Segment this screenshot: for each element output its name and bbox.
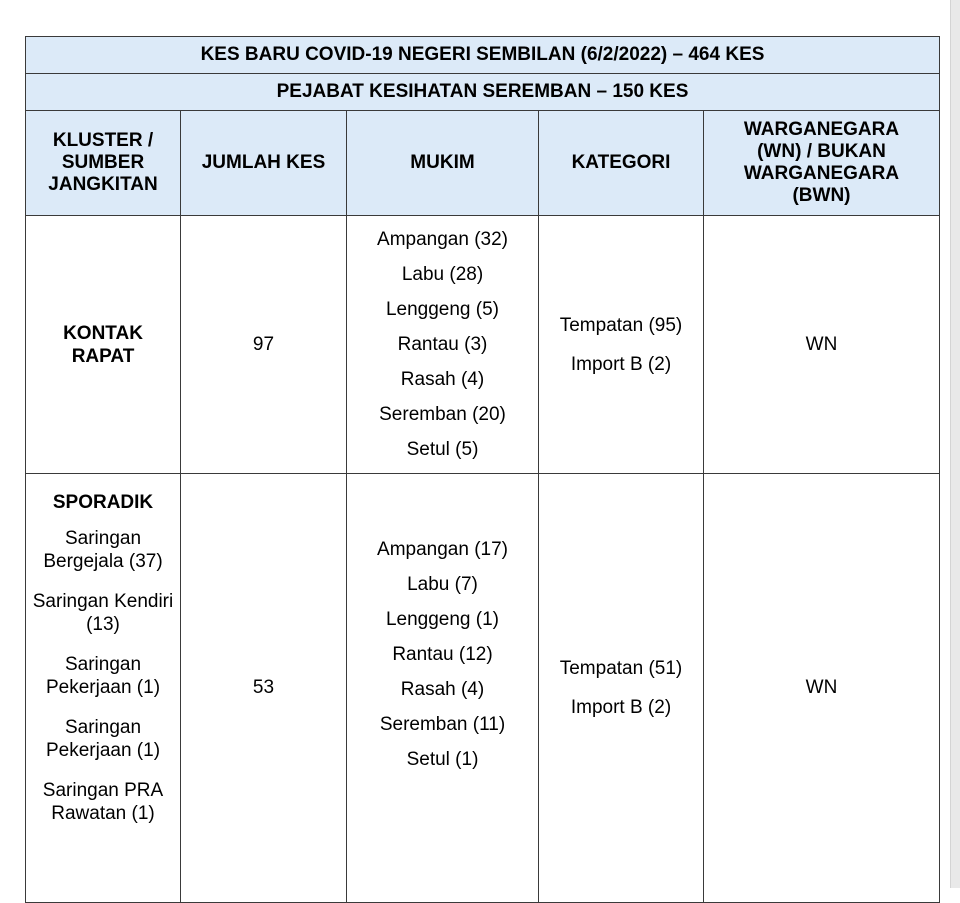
header-warganegara-line4: (BWN) [792, 185, 851, 206]
screening-item: Saringan Bergejala (37) [43, 528, 163, 572]
kluster-label-line2: RAPAT [71, 345, 135, 367]
subtitle-row [26, 74, 940, 111]
mukim-item: Lenggeng (1) [385, 609, 500, 630]
mukim-item: Labu (7) [407, 574, 478, 595]
mukim-item: Seremban (11) [379, 714, 506, 735]
column-header-row [26, 111, 940, 216]
mukim-item: Lenggeng (5) [385, 299, 500, 320]
header-kluster-text [26, 130, 180, 196]
cell-mukim [347, 474, 539, 903]
screening-item: Saringan Pekerjaan (1) [45, 654, 161, 698]
header-kluster [26, 111, 181, 216]
mukim-item: Labu (28) [401, 264, 484, 285]
kategori-list [539, 306, 703, 384]
header-warganegara-line2: (WN) / BUKAN [757, 141, 886, 162]
cell-jumlah: 97 [181, 216, 347, 474]
cell-mukim [347, 216, 539, 474]
mukim-list [347, 532, 538, 777]
cell-kategori [539, 216, 704, 474]
mukim-item: Seremban (20) [379, 404, 506, 425]
kategori-item: Import B (2) [570, 697, 672, 718]
screening-item: Saringan Kendiri (13) [32, 591, 174, 635]
header-kluster-line2: SUMBER [61, 152, 145, 173]
table-subtitle: PEJABAT KESIHATAN SEREMBAN – 150 KES [26, 74, 940, 111]
mukim-item: Ampangan (17) [377, 539, 508, 560]
mukim-item: Setul (1) [406, 749, 479, 770]
mukim-list [347, 222, 538, 467]
table-row-sporadik [26, 474, 940, 903]
cell-kategori [539, 474, 704, 903]
kategori-list [539, 649, 703, 727]
header-warganegara-line3: WARGANEGARA [743, 163, 900, 184]
cell-warganegara: WN [704, 216, 940, 474]
header-warganegara [704, 111, 940, 216]
kategori-item: Tempatan (51) [559, 658, 683, 679]
kategori-item: Tempatan (95) [559, 314, 683, 336]
page-right-edge [950, 0, 960, 888]
cell-jumlah: 53 [181, 474, 347, 903]
table-row-kontak-rapat [26, 216, 940, 474]
cell-kluster [26, 216, 181, 474]
mukim-item: Rasah (4) [400, 369, 485, 390]
header-warganegara-line1: WARGANEGARA [743, 119, 900, 140]
header-warganegara-text [704, 119, 939, 207]
screening-item: Saringan Pekerjaan (1) [45, 717, 161, 761]
kluster-label-line1: KONTAK [63, 322, 143, 344]
mukim-item: Rasah (4) [400, 679, 485, 700]
kluster-label [26, 322, 180, 368]
header-kategori: KATEGORI [539, 111, 704, 216]
title-row [26, 37, 940, 74]
header-mukim: MUKIM [347, 111, 539, 216]
covid-cases-table [25, 36, 940, 903]
kluster-label: SPORADIK [52, 492, 154, 513]
header-kluster-line3: JANGKITAN [48, 174, 158, 195]
screening-item: Saringan PRA Rawatan (1) [42, 780, 164, 824]
mukim-item: Rantau (12) [392, 644, 493, 665]
cell-warganegara: WN [704, 474, 940, 903]
table-title: KES BARU COVID-19 NEGERI SEMBILAN (6/2/2022) – 464 KES [26, 37, 940, 74]
mukim-item: Ampangan (32) [377, 229, 508, 250]
mukim-item: Setul (5) [406, 439, 479, 460]
mukim-item: Rantau (3) [397, 334, 488, 355]
header-jumlah: JUMLAH KES [181, 111, 347, 216]
cell-kluster [26, 474, 181, 903]
kategori-item: Import B (2) [570, 353, 672, 375]
header-kluster-line1: KLUSTER / [52, 130, 154, 151]
